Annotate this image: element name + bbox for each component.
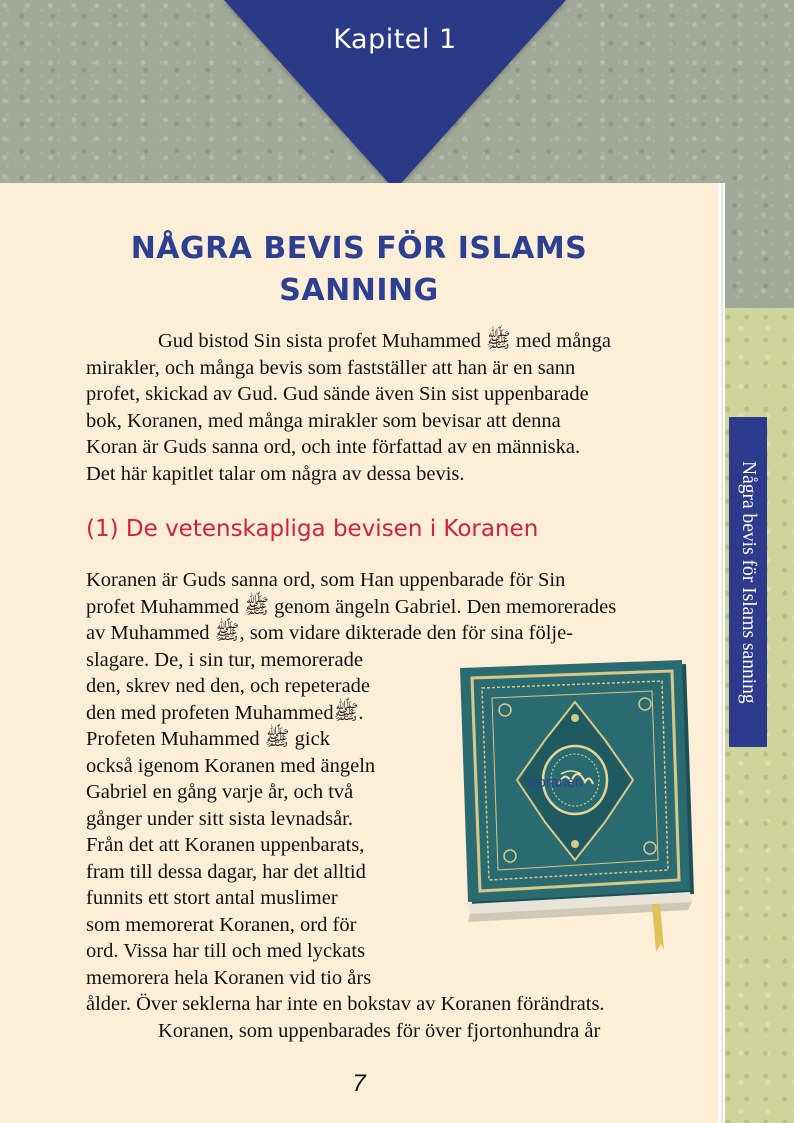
text-line: Gabriel en gång varje år, och två: [86, 781, 354, 803]
text-line: memorera hela Koranen vid tio års: [86, 966, 372, 989]
quran-book-image: [450, 660, 700, 960]
intro-paragraph: [86, 328, 696, 487]
text-line: ålder. Över seklerna har inte en bokstav av Koranen förändrats.: [86, 993, 605, 1015]
text-line: den, skrev ned den, och repeterade: [86, 675, 371, 697]
text-line: Profeten Muhammed ﷺ gick: [86, 728, 330, 750]
figure-caption: Koranen: [528, 775, 583, 791]
page: [0, 183, 718, 1123]
page-number: 7: [352, 1070, 366, 1097]
page-title: [0, 228, 718, 312]
text-line: Från det att Koranen uppenbarats,: [86, 834, 365, 856]
text-line: som memorerat Koranen, ord för: [86, 913, 357, 936]
page-title-line: NÅGRA BEVIS FÖR ISLAMS: [130, 231, 588, 266]
text-line: också igenom Koranen med ängeln: [86, 754, 376, 777]
chapter-label: Kapitel 1: [333, 24, 457, 55]
text-line: Koranen är Guds sanna ord, som Han uppenbarade för Sin: [86, 569, 566, 591]
text-line: mirakler, och många bevis som fastställer att han är en sann: [86, 356, 576, 379]
section-heading: (1) De vetenskapliga bevisen i Koranen: [86, 516, 539, 542]
text-line: ord. Vissa har till och med lyckats: [86, 940, 366, 962]
text-line: bok, Koranen, med många mirakler som bevisar att denna: [86, 409, 561, 432]
text-line: funnits ett stort antal muslimer: [86, 887, 338, 909]
text-line: av Muhammed ﷺ, som vidare dikterade den för sina följe-: [86, 622, 574, 644]
text-line: Koran är Guds sanna ord, och inte författad av en människa.: [86, 436, 581, 458]
text-line: fram till dessa dagar, har det alltid: [86, 860, 366, 883]
text-line: den med profeten Muhammedﷺ.: [86, 701, 364, 724]
text-line: Koranen, som uppenbarades för över fjortonhundra år: [158, 1019, 601, 1042]
text-line: Det här kapitlet talar om några av dessa bevis.: [86, 462, 465, 485]
text-line: slagare. De, i sin tur, memorerade: [86, 648, 363, 671]
side-tab-label: Några bevis för Islams sanning: [738, 460, 759, 704]
text-line: gånger under sitt sista levnadsår.: [86, 807, 354, 830]
page-title-line: SANNING: [279, 273, 439, 308]
quran-book-illustration: [450, 660, 700, 960]
text-line: profet Muhammed ﷺ genom ängeln Gabriel. Den memorerades: [86, 595, 617, 618]
text-line: Gud bistod Sin sista profet Muhammed ﷺ med många: [158, 330, 611, 352]
text-line: profet, skickad av Gud. Gud sände även Sin sist uppenbarade: [86, 383, 589, 405]
